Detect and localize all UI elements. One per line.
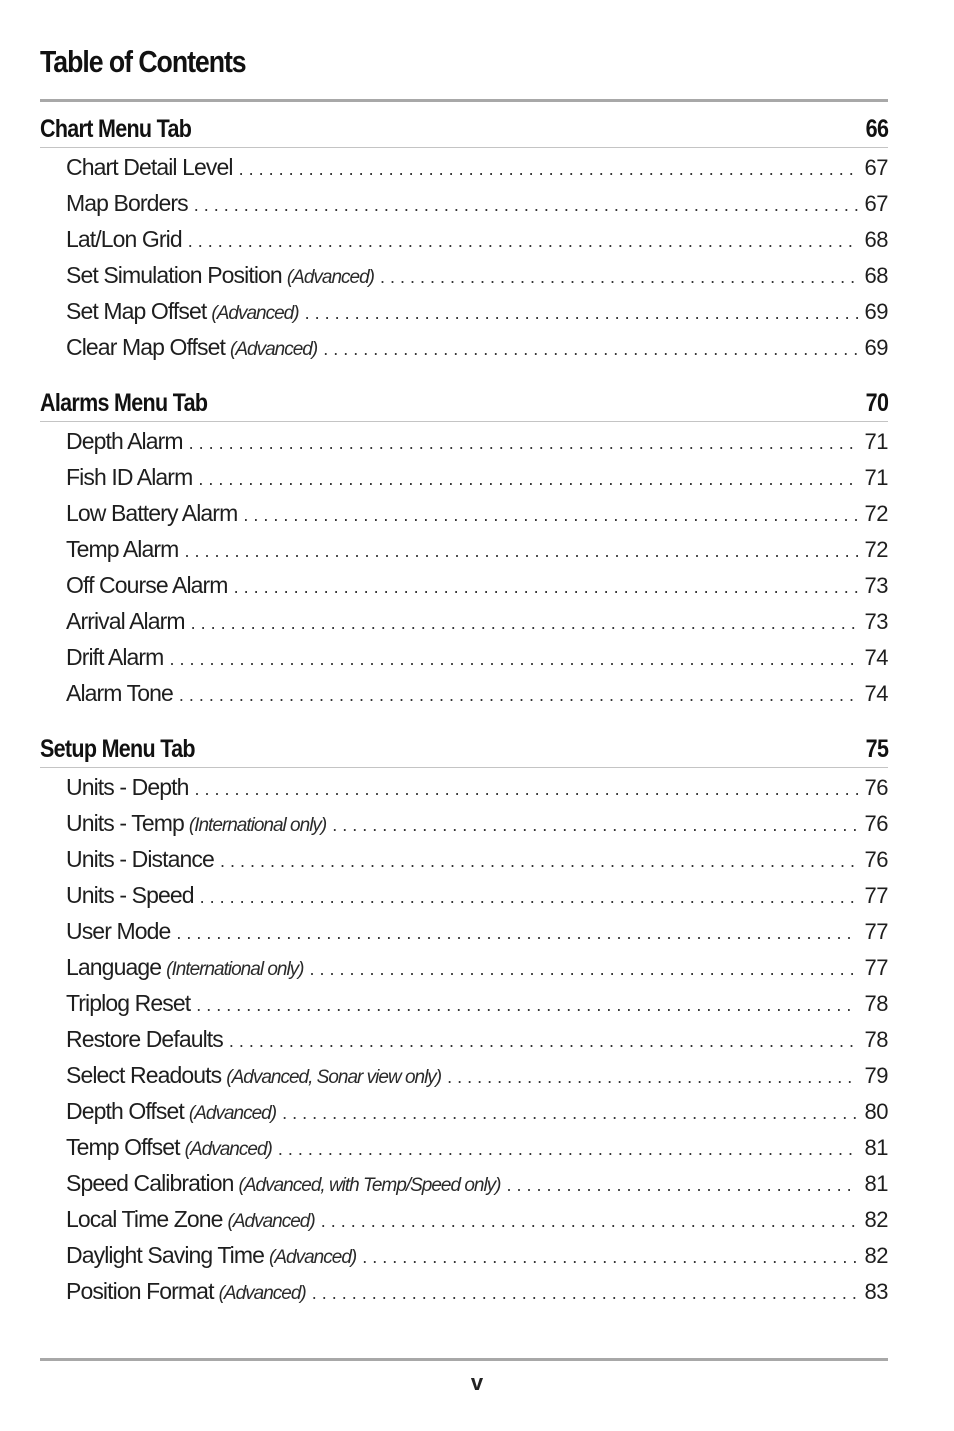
entry-label: User Mode [66,918,171,944]
dot-leader [321,1211,858,1232]
dot-leader [447,1067,858,1088]
section-page-number: 70 [865,389,888,417]
dot-leader [198,469,858,490]
entry-page-number: 77 [864,955,888,980]
dot-leader [234,577,858,598]
entry-note: (Advanced) [218,1283,306,1304]
entry-label: Daylight Saving Time [66,1242,265,1268]
section-title: Setup Menu Tab [40,735,195,763]
dot-leader [179,685,858,706]
entry-page-number: 78 [864,1027,888,1052]
section-page-number: 75 [865,735,888,763]
dot-leader [195,779,858,800]
entry-label: Depth Offset [66,1098,184,1124]
entry-label: Select Readouts [66,1062,222,1088]
dot-leader [196,995,858,1016]
entry-label: Set Simulation Position [66,262,282,288]
entry-label: Fish ID Alarm [66,464,193,490]
entry-note: (Advanced) [286,267,374,288]
entry-label: Map Borders [66,190,188,216]
dot-leader [220,851,858,872]
entry-label: Temp Offset [66,1134,180,1160]
toc-entry[interactable] [40,1170,888,1206]
entry-page-number: 71 [864,429,888,454]
dot-leader [243,505,858,526]
entry-note: (Advanced) [269,1247,357,1268]
entry-note: (International only) [188,815,327,836]
toc-entry[interactable] [40,226,888,262]
toc-entry[interactable] [40,298,888,334]
dot-leader [310,959,858,980]
footer-divider [40,1358,888,1361]
entry-page-number: 76 [864,775,888,800]
page-number: v [470,1370,484,1395]
entry-label: Drift Alarm [66,644,164,670]
entry-page-number: 78 [864,991,888,1016]
entry-label: Position Format [66,1278,214,1304]
entry-page-number: 76 [864,811,888,836]
toc-entry[interactable] [40,1026,888,1062]
entry-note: (Advanced) [188,1103,277,1124]
toc-entry[interactable] [40,1134,888,1170]
title-divider [40,99,888,102]
entry-label: Units - Distance [66,846,214,872]
entry-label: Units - Depth [66,774,189,800]
entry-page-number: 67 [864,191,888,216]
entry-note: (Advanced, with Temp/Speed only) [238,1175,501,1196]
toc-entry[interactable] [40,262,888,298]
toc-entry[interactable] [40,810,888,846]
entry-label: Language [66,954,162,980]
entry-page-number: 71 [864,465,888,490]
section-page-number: 66 [865,115,888,143]
dot-leader [278,1139,858,1160]
toc-entry[interactable] [40,918,888,954]
entry-label: Temp Alarm [66,536,179,562]
toc-section [40,382,888,716]
entry-page-number: 81 [864,1135,888,1160]
dot-leader [229,1031,858,1052]
entry-page-number: 82 [864,1243,888,1268]
toc-entry[interactable] [40,846,888,882]
dot-leader [362,1247,858,1268]
entry-label: Low Battery Alarm [66,500,238,526]
entry-note: (Advanced) [227,1211,315,1232]
entry-label: Alarm Tone [66,680,173,706]
entry-label: Clear Map Offset [66,334,226,360]
entry-list [40,154,888,370]
dot-leader [507,1175,858,1196]
entry-page-number: 80 [864,1099,888,1124]
entry-note: (Advanced) [230,339,318,360]
dot-leader [312,1283,858,1304]
toc-entry[interactable] [40,644,888,680]
entry-page-number: 68 [864,263,888,288]
entry-label: Speed Calibration [66,1170,234,1196]
entry-page-number: 77 [864,883,888,908]
dot-leader [191,613,858,634]
entry-label: Units - Temp [66,810,184,836]
entry-page-number: 69 [864,335,888,360]
toc-entry[interactable] [40,334,888,370]
section-header[interactable] [40,382,888,422]
entry-page-number: 73 [864,573,888,598]
toc-entry[interactable] [40,1206,888,1242]
dot-leader [169,649,858,670]
section-header[interactable] [40,728,888,768]
entry-page-number: 73 [864,609,888,634]
entry-list [40,774,888,1314]
toc-entry[interactable] [40,882,888,918]
toc-entry[interactable] [40,1062,888,1098]
entry-list [40,428,888,716]
toc-entry[interactable] [40,428,888,464]
section-header[interactable] [40,108,888,148]
entry-page-number: 74 [864,645,888,670]
entry-page-number: 76 [864,847,888,872]
section-title: Chart Menu Tab [40,115,192,143]
entry-page-number: 83 [864,1279,888,1304]
dot-leader [188,231,858,252]
entry-page-number: 74 [864,681,888,706]
dot-leader [194,195,858,216]
entry-page-number: 77 [864,919,888,944]
entry-note: (Advanced) [184,1139,272,1160]
entry-label: Local Time Zone [66,1206,223,1232]
entry-label: Off Course Alarm [66,572,228,598]
entry-page-number: 82 [864,1207,888,1232]
entry-label: Triplog Reset [66,990,191,1016]
toc-entry[interactable] [40,1242,888,1278]
dot-leader [323,339,858,360]
dot-leader [305,303,858,324]
toc-entry[interactable] [40,536,888,572]
entry-note: (International only) [166,959,304,980]
entry-label: Units - Speed [66,882,194,908]
entry-page-number: 81 [864,1171,888,1196]
toc-entry[interactable] [40,464,888,500]
dot-leader [282,1103,858,1124]
entry-page-number: 67 [864,155,888,180]
entry-note: (Advanced, Sonar view only) [226,1067,442,1088]
section-title: Alarms Menu Tab [40,389,208,417]
entry-label: Chart Detail Level [66,154,233,180]
dot-leader [380,267,858,288]
entry-label: Restore Defaults [66,1026,223,1052]
dot-leader [189,433,858,454]
toc-entry[interactable] [40,1278,888,1314]
toc-entry[interactable] [40,680,888,716]
toc-entry[interactable] [40,190,888,226]
entry-label: Set Map Offset [66,298,207,324]
dot-leader [239,159,858,180]
toc-section [40,728,888,1314]
toc-entry[interactable] [40,154,888,190]
table-of-contents [40,108,888,1314]
toc-section [40,108,888,370]
entry-page-number: 72 [864,537,888,562]
entry-page-number: 68 [864,227,888,252]
dot-leader [176,923,858,944]
entry-page-number: 72 [864,501,888,526]
entry-note: (Advanced) [211,303,299,324]
toc-entry[interactable] [40,1098,888,1134]
toc-entry[interactable] [40,608,888,644]
toc-entry[interactable] [40,572,888,608]
entry-page-number: 69 [864,299,888,324]
entry-label: Arrival Alarm [66,608,185,634]
entry-label: Depth Alarm [66,428,183,454]
entry-label: Lat/Lon Grid [66,226,182,252]
dot-leader [200,887,858,908]
dot-leader [332,815,858,836]
toc-entry[interactable] [40,990,888,1026]
page-title: Table of Contents [40,44,246,79]
toc-entry[interactable] [40,774,888,810]
entry-page-number: 79 [864,1063,888,1088]
toc-entry[interactable] [40,500,888,536]
dot-leader [184,541,858,562]
toc-entry[interactable] [40,954,888,990]
